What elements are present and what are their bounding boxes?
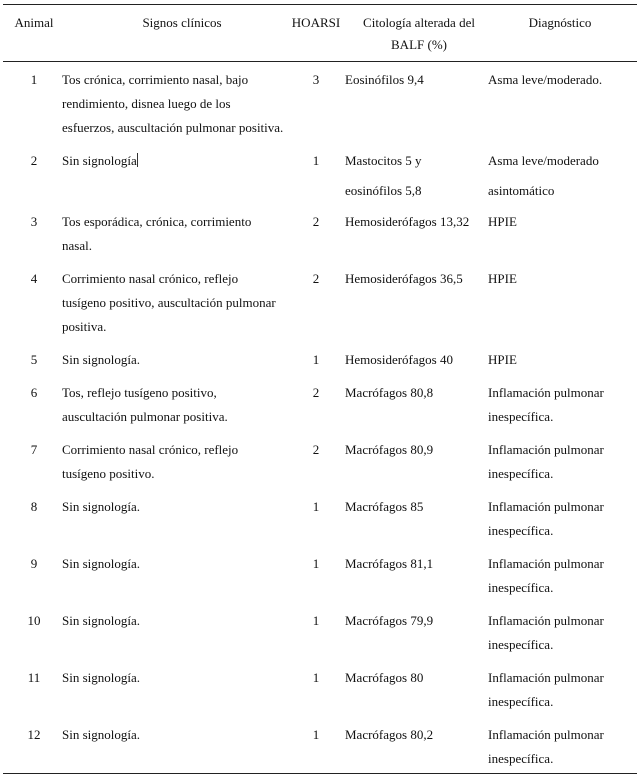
cell-hoarsi: 1 — [312, 670, 320, 685]
header-diagnostico: Diagnóstico — [528, 15, 592, 30]
cell-diagnostico-line: Asma leve/moderado — [488, 153, 599, 168]
cell-diagnostico — [488, 609, 636, 657]
cell-signos-line: Sin signología — [62, 153, 137, 168]
cell-diagnostico-line: Inflamación pulmonar — [488, 556, 604, 571]
cell-diagnostico-line: Inflamación pulmonar — [488, 442, 604, 457]
cell-diagnostico-line: inespecífica. — [488, 694, 554, 709]
cell-diagnostico — [488, 210, 636, 234]
cell-signos — [62, 381, 302, 429]
cell-animal: 11 — [27, 670, 41, 685]
cell-signos — [62, 68, 302, 140]
cell-signos-line: Sin signología. — [62, 613, 141, 628]
cell-citologia — [345, 552, 475, 576]
cell-citologia-line: Hemosiderófagos 40 — [345, 352, 453, 367]
cell-animal: 6 — [30, 385, 38, 400]
cell-animal: 9 — [30, 556, 38, 571]
cell-diagnostico-line: inespecífica. — [488, 637, 554, 652]
cell-hoarsi: 1 — [312, 613, 320, 628]
cell-animal: 10 — [27, 613, 41, 628]
cell-signos-line: Sin signología. — [62, 499, 141, 514]
cell-citologia-line: Hemosiderófagos 36,5 — [345, 271, 463, 286]
cell-animal: 12 — [27, 727, 41, 742]
cell-citologia-line: Macrófagos 80 — [345, 670, 424, 685]
cell-citologia-line: Macrófagos 81,1 — [345, 556, 434, 571]
cell-citologia-line: Hemosiderófagos 13,32 — [345, 214, 470, 229]
cell-diagnostico — [488, 438, 636, 486]
cell-diagnostico — [488, 552, 636, 600]
cell-diagnostico-line: HPIE — [488, 214, 517, 229]
cell-diagnostico-line: Inflamación pulmonar — [488, 499, 604, 514]
header-citologia-line1: Citología alterada del — [363, 15, 475, 30]
cell-diagnostico — [488, 723, 636, 771]
cell-signos-line: nasal. — [62, 238, 92, 253]
cell-citologia-line: Macrófagos 80,8 — [345, 385, 434, 400]
cell-signos-line: Tos crónica, corrimiento nasal, bajo — [62, 72, 249, 87]
cell-diagnostico-line: Inflamación pulmonar — [488, 385, 604, 400]
cell-diagnostico-line: asintomático — [488, 183, 555, 198]
cell-signos — [62, 552, 302, 576]
cell-signos — [62, 267, 302, 339]
cell-diagnostico-line: Inflamación pulmonar — [488, 613, 604, 628]
cell-signos — [62, 210, 302, 258]
cell-hoarsi: 2 — [312, 214, 320, 229]
cell-diagnostico-line: Inflamación pulmonar — [488, 670, 604, 685]
cell-citologia — [345, 666, 475, 690]
cell-hoarsi: 1 — [312, 153, 320, 168]
cell-citologia — [345, 723, 475, 747]
cell-citologia — [345, 609, 475, 633]
cell-diagnostico — [488, 146, 636, 206]
cell-hoarsi: 1 — [312, 727, 320, 742]
header-citologia — [349, 12, 489, 56]
cell-signos-line: tusígeno positivo, auscultación pulmonar — [62, 295, 276, 310]
cell-signos — [62, 666, 302, 690]
cell-signos — [62, 149, 302, 173]
cell-animal: 3 — [30, 214, 38, 229]
cell-diagnostico-line: Inflamación pulmonar — [488, 727, 604, 742]
cell-citologia — [345, 438, 475, 462]
cell-signos — [62, 495, 302, 519]
cell-signos-line: positiva. — [62, 319, 107, 334]
cell-diagnostico-line: HPIE — [488, 271, 517, 286]
cell-hoarsi: 2 — [312, 442, 320, 457]
cell-diagnostico — [488, 348, 636, 372]
cell-diagnostico-line: inespecífica. — [488, 523, 554, 538]
cell-diagnostico-line: inespecífica. — [488, 751, 554, 766]
cell-citologia-line: Macrófagos 80,9 — [345, 442, 434, 457]
cell-signos-line: esfuerzos, auscultación pulmonar positiva. — [62, 120, 284, 135]
cell-diagnostico-line: HPIE — [488, 352, 517, 367]
header-hoarsi: HOARSI — [291, 15, 341, 30]
cell-signos-line: Sin signología. — [62, 352, 141, 367]
cell-signos-line: tusígeno positivo. — [62, 466, 155, 481]
cell-citologia — [345, 146, 475, 206]
cell-signos — [62, 609, 302, 633]
cell-animal: 5 — [30, 352, 38, 367]
cell-citologia — [345, 495, 475, 519]
cell-hoarsi: 3 — [312, 72, 320, 87]
cell-signos-line: Corrimiento nasal crónico, reflejo — [62, 442, 239, 457]
cell-diagnostico-line: inespecífica. — [488, 466, 554, 481]
header-rule — [3, 61, 637, 62]
cell-signos-line: auscultación pulmonar positiva. — [62, 409, 228, 424]
cell-signos-line: rendimiento, disnea luego de los — [62, 96, 231, 111]
cell-citologia-line: Macrófagos 79,9 — [345, 613, 434, 628]
cell-hoarsi: 2 — [312, 385, 320, 400]
cell-citologia — [345, 68, 475, 92]
cell-diagnostico-line: inespecífica. — [488, 580, 554, 595]
cell-diagnostico — [488, 68, 636, 92]
cell-animal: 7 — [30, 442, 38, 457]
cell-animal: 8 — [30, 499, 38, 514]
cell-signos-line: Sin signología. — [62, 727, 141, 742]
cell-diagnostico — [488, 267, 636, 291]
cell-animal: 2 — [30, 153, 38, 168]
cell-animal: 1 — [30, 72, 38, 87]
header-citologia-line2: BALF (%) — [391, 37, 447, 52]
header-animal: Animal — [14, 15, 54, 30]
cell-signos-line: Tos esporádica, crónica, corrimiento — [62, 214, 252, 229]
cell-signos-line: Tos, reflejo tusígeno positivo, — [62, 385, 217, 400]
cell-citologia — [345, 348, 475, 372]
cell-citologia — [345, 210, 475, 234]
cell-diagnostico — [488, 666, 636, 714]
cell-citologia-line: Eosinófilos 9,4 — [345, 72, 424, 87]
table-top-rule — [3, 4, 637, 5]
cell-citologia-line: Macrófagos 80,2 — [345, 727, 434, 742]
cell-hoarsi: 2 — [312, 271, 320, 286]
cell-citologia — [345, 381, 475, 405]
table-bottom-rule — [3, 773, 637, 774]
text-cursor — [137, 153, 138, 167]
cell-diagnostico-line: Asma leve/moderado. — [488, 72, 603, 87]
cell-citologia-line: eosinófilos 5,8 — [345, 183, 422, 198]
cell-citologia-line: Mastocitos 5 y — [345, 153, 422, 168]
cell-hoarsi: 1 — [312, 499, 320, 514]
cell-signos-line: Sin signología. — [62, 556, 141, 571]
cell-hoarsi: 1 — [312, 556, 320, 571]
cell-diagnostico — [488, 381, 636, 429]
cell-signos — [62, 723, 302, 747]
cell-diagnostico — [488, 495, 636, 543]
cell-signos-line: Corrimiento nasal crónico, reflejo — [62, 271, 239, 286]
cell-animal: 4 — [30, 271, 38, 286]
cell-citologia — [345, 267, 475, 291]
header-signos-clinicos: Signos clínicos — [142, 15, 222, 30]
cell-signos — [62, 438, 302, 486]
cell-hoarsi: 1 — [312, 352, 320, 367]
cell-diagnostico-line: inespecífica. — [488, 409, 554, 424]
cell-signos-line: Sin signología. — [62, 670, 141, 685]
cell-citologia-line: Macrófagos 85 — [345, 499, 424, 514]
cell-signos — [62, 348, 302, 372]
